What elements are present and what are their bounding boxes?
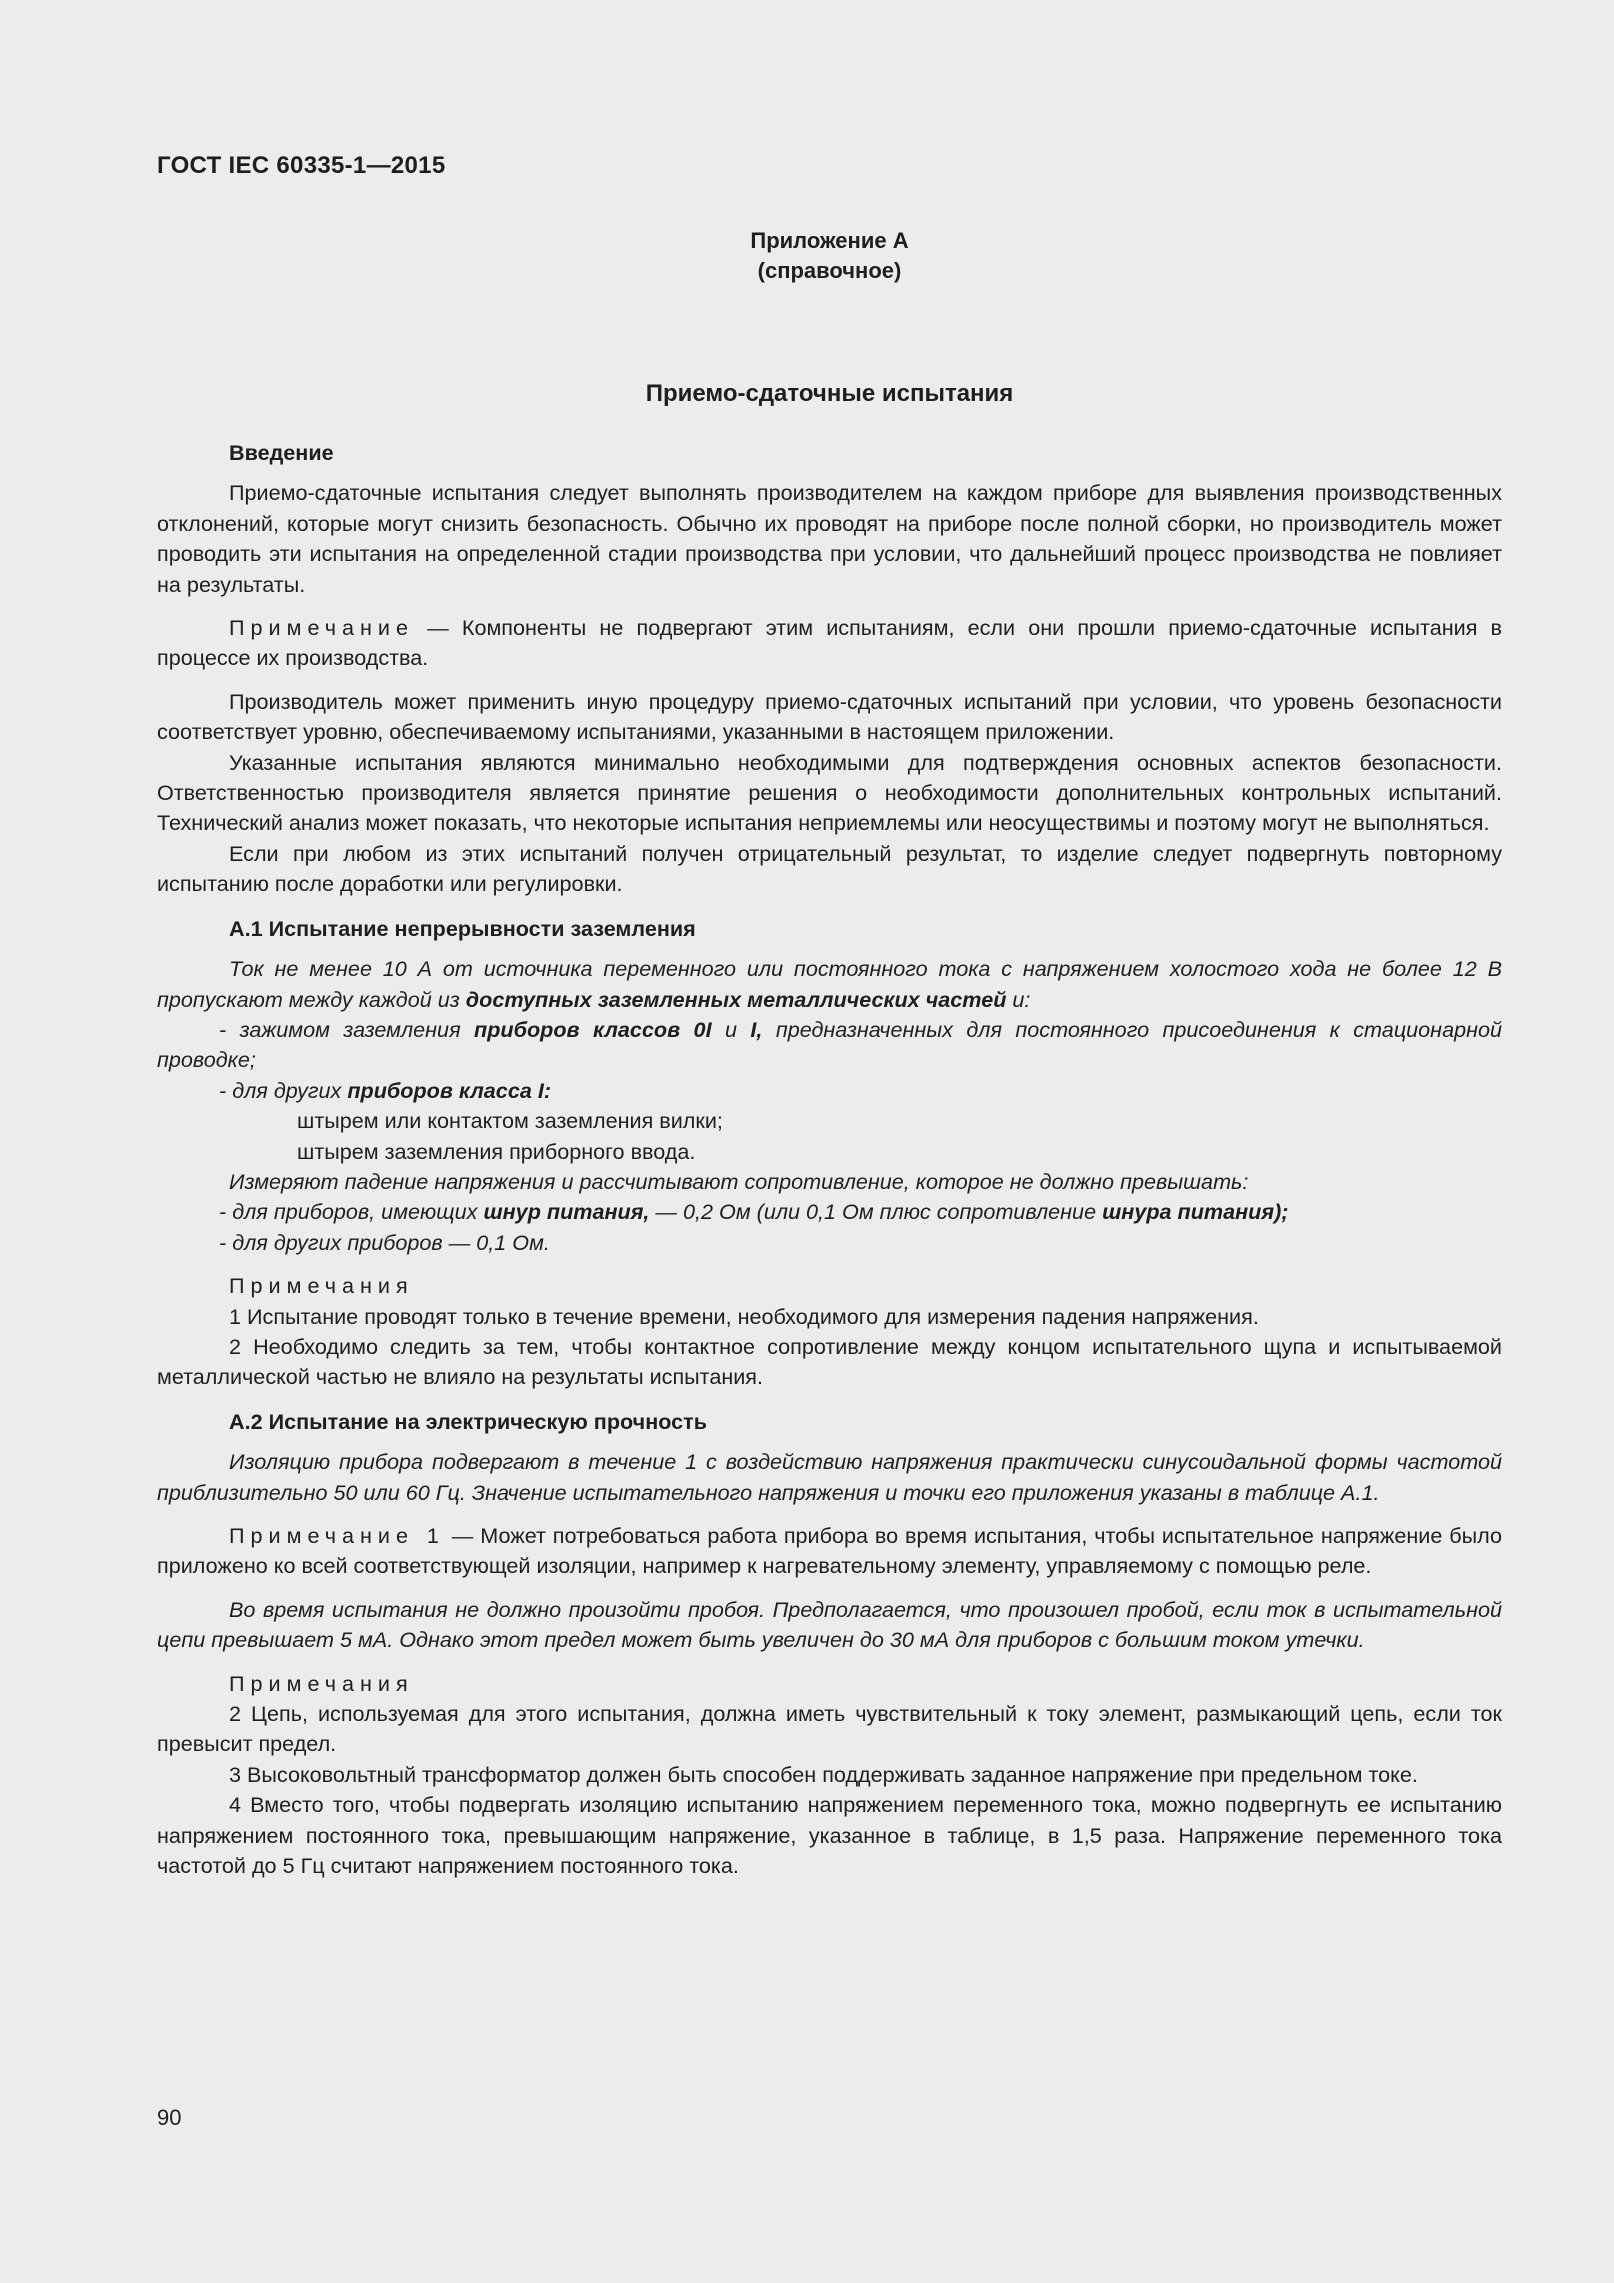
note-item: 2 Цепь, используемая для этого испытания, должна иметь чувствительный к току элемент, размыкающий цепь, если ток превысит предел.: [157, 1701, 1502, 1757]
text: и:: [1006, 986, 1031, 1012]
term: приборов класса I:: [347, 1077, 552, 1103]
text: Ток не менее 10 А от источника переменного или постоянного тока с напряжением холостого хода не более 12 В пропускают между каждой из: [157, 956, 1502, 1012]
term: приборов классов 0I: [474, 1016, 712, 1042]
section-heading-a1: А.1 Испытание непрерывности заземления: [229, 915, 696, 941]
text: - для других: [219, 1077, 348, 1103]
term: шнур питания,: [483, 1199, 650, 1225]
term: доступных заземленных металлических частей: [465, 986, 1007, 1012]
note-text: — Может потребоваться работа прибора во время испытания, чтобы испытательное напряжение было приложено ко всей соответствующей изоляции, например к нагревательному элементу, управляемому с помощью реле.: [157, 1523, 1502, 1579]
note-text: — Компоненты не подвергают этим испытаниям, если они прошли приемо-сдаточные испытания в процессе их производства.: [157, 615, 1502, 671]
paragraph: Производитель может применить иную процедуру приемо-сдаточных испытаний при условии, что уровень безопасности соответствует уровню, обеспечиваемому испытаниями, указанными в настоящем приложении.: [157, 688, 1502, 745]
paragraph: Если при любом из этих испытаний получен отрицательный результат, то изделие следует подвергнуть повторному испытанию после доработки или регулировки.: [157, 840, 1502, 897]
sub-item: штырем или контактом заземления вилки;: [297, 1108, 723, 1134]
page-title: Приемо-сдаточные испытания: [645, 380, 1014, 407]
note-item: 3 Высоковольтный трансформатор должен быть способен поддерживать заданное напряжение при предельном токе.: [229, 1761, 1418, 1787]
paragraph: Указанные испытания являются минимально необходимыми для подтверждения основных аспектов безопасности. Ответственностью производителя является принятие решения о необходимости дополнительных контрольных испытаний. Технический анализ может показать, что некоторые испытания неприемлемы или неосуществимы и поэтому могут не выполняться.: [157, 749, 1502, 836]
text: предназначенных для постоянного присоединения к стационарной проводке;: [157, 1016, 1502, 1073]
list-item: [157, 1197, 1502, 1227]
note-intro: [157, 613, 1502, 674]
intro-heading: Введение: [229, 440, 334, 465]
appendix-type: (справочное): [757, 258, 902, 283]
note-label: Примечание 1: [229, 1523, 445, 1548]
measure-text: Измеряют падение напряжения и рассчитывают сопротивление, которое не должно превышать:: [229, 1168, 1249, 1194]
notes-label: Примечания: [229, 1273, 414, 1299]
note-item: 4 Вместо того, чтобы подвергать изоляцию испытанию напряжением переменного тока, можно подвергнуть ее испытанию напряжением постоянного тока, превышающим напряжение, указанное в таблице, в 1,5 раза. Напряжение переменного тока частотой до 5 Гц считают напряжением постоянного тока.: [157, 1792, 1502, 1879]
list-item: - для других приборов — 0,1 Ом.: [219, 1229, 550, 1255]
notes-label: Примечания: [229, 1670, 414, 1696]
note-item: 1 Испытание проводят только в течение времени, необходимого для измерения падения напряжения.: [229, 1303, 1259, 1329]
page-number: 90: [157, 2105, 182, 2130]
a2-lead: Изоляцию прибора подвергают в течение 1 с воздействию напряжения практически синусоидальной формы частотой приблизительно 50 или 60 Гц. Значение испытательного напряжения и точки его приложения указаны в таблице А.1.: [157, 1449, 1502, 1505]
section-heading-a2: А.2 Испытание на электрическую прочность: [229, 1408, 708, 1434]
a1-lead: [157, 954, 1502, 1015]
text: - зажимом заземления: [219, 1016, 475, 1042]
breakdown-text: Во время испытания не должно произойти пробоя. Предполагается, что произошел пробой, если ток в испытательной цепи превышает 5 мА. Однако этот предел может быть увеличен до 30 мА для приборов с большим током утечки.: [157, 1596, 1502, 1653]
note-item: 2 Необходимо следить за тем, чтобы контактное сопротивление между концом испытательного щупа и испытываемой металлической частью не влияло на результаты испытания.: [157, 1333, 1502, 1390]
text: - для приборов, имеющих: [219, 1199, 484, 1225]
document-header: ГОСТ IEC 60335-1—2015: [157, 152, 446, 179]
intro-paragraph: Приемо-сдаточные испытания следует выполнять производителем на каждом приборе для выявления производственных отклонений, которые могут снизить безопасность. Обычно их проводят на приборе после полной сборки, но производитель может проводить эти испытания на определенной стадии производства при условии, что дальнейший процесс производства не повлияет на результаты.: [157, 480, 1502, 597]
text: — 0,2 Ом (или 0,1 Ом плюс сопротивление: [649, 1199, 1103, 1225]
sub-item: штырем заземления приборного ввода.: [297, 1138, 696, 1164]
appendix-label: Приложение А: [750, 228, 909, 253]
term: I,: [750, 1016, 763, 1042]
note-label: Примечание: [229, 615, 414, 641]
main-text: [157, 438, 1502, 1881]
list-item: [157, 1076, 1502, 1106]
list-item: [157, 1015, 1502, 1076]
note-a2: [157, 1521, 1502, 1582]
text: и: [711, 1016, 751, 1042]
term: шнура питания);: [1102, 1199, 1289, 1225]
